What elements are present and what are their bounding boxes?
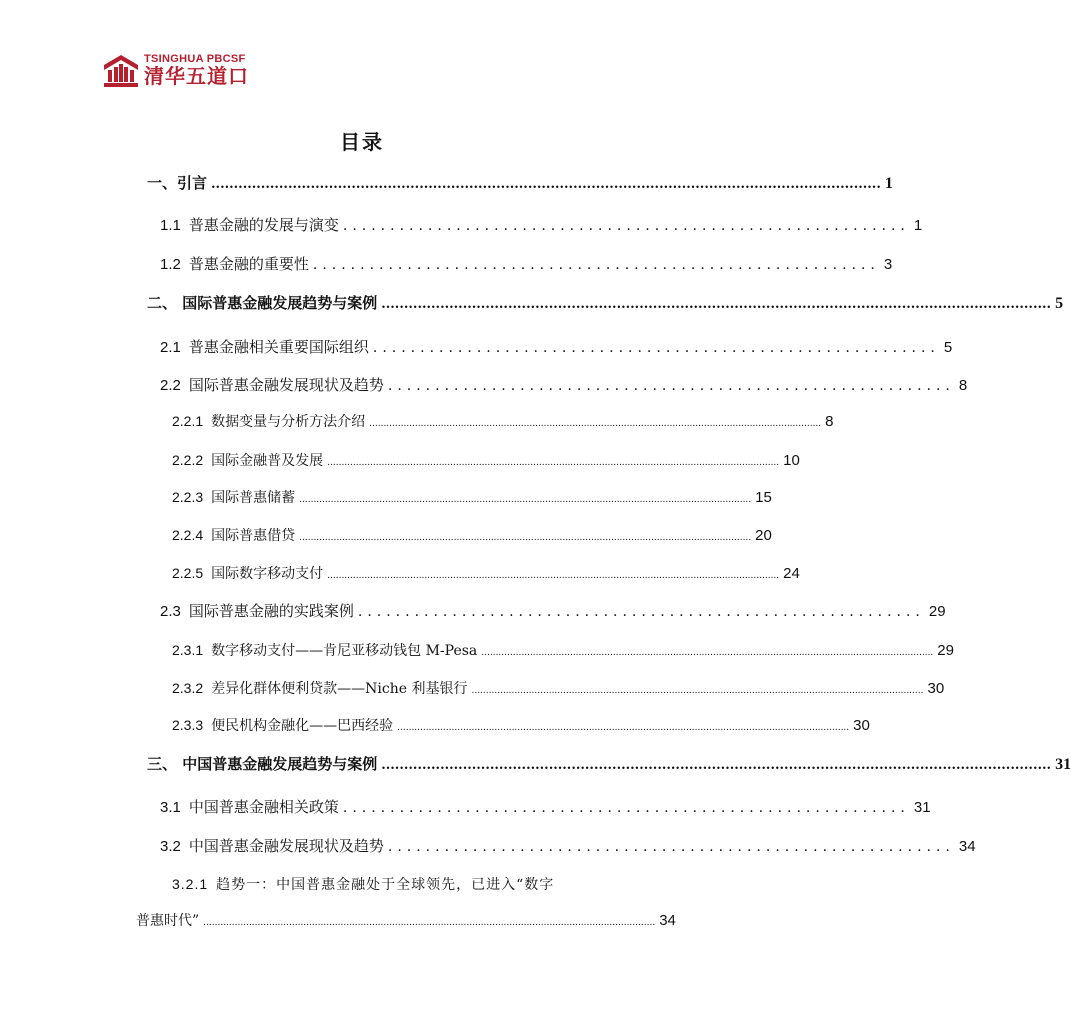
- toc-page: 1: [884, 175, 893, 192]
- toc-page: 31: [913, 799, 931, 816]
- toc-number: 3.2: [160, 838, 181, 855]
- toc-leader: ..............................................................................................................................................................: [203, 918, 656, 928]
- toc-label: 数据变量与分析方法介绍: [211, 414, 366, 430]
- toc-label: 国际普惠金融发展现状及趋势: [188, 376, 384, 394]
- toc-label: 普惠金融相关重要国际组织: [188, 338, 369, 356]
- toc-page: 20: [755, 527, 772, 544]
- toc-leader: ....................................................................................................................................................: [211, 177, 881, 192]
- toc-entry-1-1[interactable]: [160, 214, 923, 238]
- toc-page: 3: [883, 256, 893, 273]
- toc-leader: ..............................................................................................................................................................: [397, 723, 850, 733]
- toc-label: 国际普惠借贷: [211, 528, 296, 544]
- toc-label: 二、 国际普惠金融发展趋势与案例: [147, 294, 378, 312]
- toc-number: 2.3.1: [172, 642, 204, 658]
- toc-entry-2-2-2[interactable]: [172, 450, 800, 474]
- toc-entry-3-2-1-line2[interactable]: [136, 910, 676, 934]
- toc-label: 普惠金融的重要性: [188, 255, 309, 273]
- toc-page: 29: [937, 642, 954, 659]
- toc-number: 3.1: [160, 799, 181, 816]
- toc-entry-2-1[interactable]: [160, 336, 953, 360]
- toc-entry-2-2-5[interactable]: [172, 563, 800, 587]
- toc-leader: ............................................................: [387, 378, 955, 394]
- toc-label: 国际数字移动支付: [211, 566, 324, 582]
- toc-page: 24: [783, 565, 800, 582]
- toc-leader: ..............................................................................................................................................................: [299, 495, 752, 505]
- toc-entry-2-3-3[interactable]: [172, 715, 870, 739]
- toc-number: 2.1: [160, 339, 181, 356]
- toc-page: 1: [913, 217, 923, 234]
- toc-label: 国际金融普及发展: [211, 453, 324, 469]
- toc-number: 3.2.1: [172, 876, 209, 892]
- logo-english-text: TSINGHUA PBCSF: [144, 53, 246, 65]
- toc-leader: ............................................................: [357, 604, 925, 620]
- toc-page: 34: [659, 912, 676, 929]
- toc-label: 普惠时代”: [136, 913, 200, 929]
- toc-entry-2-2-1[interactable]: [172, 411, 834, 435]
- toc-leader: ..............................................................................................................................................................: [327, 458, 780, 468]
- toc-page: 10: [783, 452, 800, 469]
- toc-number: 2.2.2: [172, 452, 204, 468]
- toc-number: 2.3.2: [172, 680, 204, 696]
- toc-number: 2.2.5: [172, 565, 204, 581]
- toc-page: 8: [958, 377, 968, 394]
- toc-label: 便民机构金融化——巴西经验: [211, 718, 394, 734]
- toc-number: 1.2: [160, 256, 181, 273]
- toc-page: 31: [1055, 756, 1071, 773]
- toc-number: 1.1: [160, 217, 181, 234]
- toc-label: 国际普惠金融的实践案例: [188, 602, 354, 620]
- toc-label: 三、 中国普惠金融发展趋势与案例: [147, 755, 378, 773]
- toc-page: 29: [928, 603, 946, 620]
- toc-page: 30: [927, 680, 945, 697]
- toc-label: 数字移动支付——肯尼亚移动钱包 M-Pesa: [211, 643, 478, 659]
- toc-entry-3-1[interactable]: [160, 796, 931, 820]
- toc-page: 5: [943, 339, 953, 356]
- toc-leader: ..............................................................................................................................................................: [369, 419, 822, 429]
- toc-entry-2-3[interactable]: [160, 600, 946, 624]
- toc-leader: ..............................................................................................................................................................: [471, 686, 924, 696]
- toc-leader: ............................................................: [372, 340, 940, 356]
- toc-page: 30: [853, 717, 870, 734]
- toc-page: 5: [1055, 295, 1064, 312]
- toc-leader: ..............................................................................................................................................................: [327, 571, 780, 581]
- toc-number: 2.3.3: [172, 717, 204, 733]
- toc-label: 一、引言: [147, 174, 208, 192]
- logo-chinese-text: 清华五道口: [144, 64, 249, 88]
- toc-entry-2-2[interactable]: [160, 374, 968, 398]
- toc-entry-1[interactable]: [147, 172, 893, 196]
- toc-entry-2-3-2[interactable]: [172, 678, 945, 702]
- toc-entry-3-2-1-line1[interactable]: [172, 874, 554, 894]
- toc-entry-3[interactable]: [147, 753, 1071, 777]
- toc-label: 普惠金融的发展与演变: [188, 216, 339, 234]
- toc-entry-2-2-4[interactable]: [172, 525, 772, 549]
- toc-label: 中国普惠金融相关政策: [188, 798, 339, 816]
- toc-leader: ............................................................: [312, 257, 880, 273]
- page-title: 目录: [340, 130, 384, 154]
- toc-leader: ............................................................: [387, 839, 955, 855]
- toc-entry-1-2[interactable]: [160, 253, 893, 277]
- toc-entry-2[interactable]: [147, 292, 1064, 316]
- toc-number: 2.2.1: [172, 413, 204, 429]
- toc-leader: ....................................................................................................................................................: [381, 297, 1052, 312]
- toc-page: 34: [958, 838, 976, 855]
- toc-entry-2-2-3[interactable]: [172, 487, 772, 511]
- toc-entry-2-3-1[interactable]: [172, 640, 954, 664]
- toc-label: 中国普惠金融发展现状及趋势: [188, 837, 384, 855]
- logo: [102, 50, 262, 90]
- toc-label: 趋势一：中国普惠金融处于全球领先，已进入“数字: [216, 877, 555, 893]
- toc-label: 国际普惠储蓄: [211, 490, 296, 506]
- toc-page: 8: [825, 413, 834, 430]
- toc-entry-3-2[interactable]: [160, 835, 976, 859]
- toc-label: 差异化群体便利贷款——Niche 利基银行: [211, 681, 468, 697]
- toc-leader: ............................................................: [342, 218, 910, 234]
- toc-leader: ..............................................................................................................................................................: [481, 648, 934, 658]
- tsinghua-pbcsf-logo-icon: [102, 54, 140, 88]
- toc-page: 15: [755, 489, 772, 506]
- toc-leader: ....................................................................................................................................................: [381, 758, 1052, 773]
- toc-leader: ..............................................................................................................................................................: [299, 533, 752, 543]
- toc-number: 2.2.3: [172, 489, 204, 505]
- toc-number: 2.3: [160, 603, 181, 620]
- toc-number: 2.2.4: [172, 527, 204, 543]
- toc-leader: ............................................................: [342, 800, 910, 816]
- toc-number: 2.2: [160, 377, 181, 394]
